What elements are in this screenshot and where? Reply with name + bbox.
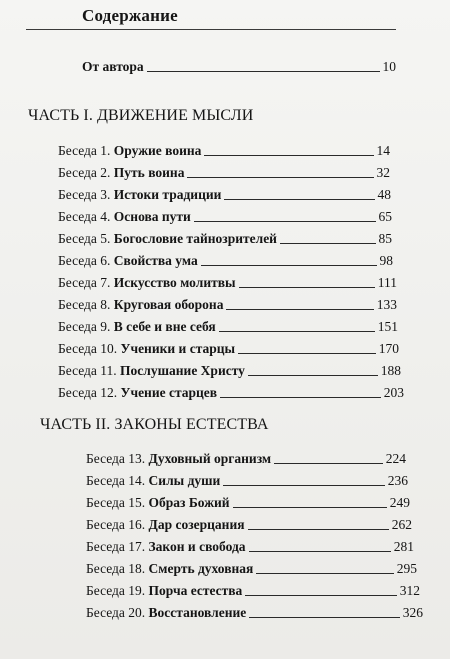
- toc-entry-label: Беседа 3. Истоки традиции: [58, 187, 222, 202]
- toc-entry[interactable]: [86, 603, 423, 621]
- dot-leader: [201, 265, 377, 266]
- toc-entry-label: Беседа 15. Образ Божий: [86, 495, 230, 510]
- part-heading: ЧАСТЬ I. ДВИЖЕНИЕ МЫСЛИ: [28, 107, 254, 124]
- dot-leader: [204, 155, 373, 156]
- toc-page-number: 85: [378, 231, 392, 246]
- toc-entry-label: Беседа 16. Дар созерцания: [86, 517, 245, 532]
- toc-entry-label: Беседа 8. Круговая оборона: [58, 297, 224, 312]
- toc-entry-label: Беседа 9. В себе и вне себя: [58, 319, 216, 334]
- dot-leader: [245, 595, 396, 596]
- toc-entry[interactable]: [58, 295, 397, 313]
- toc-entry[interactable]: [86, 471, 408, 489]
- dot-leader: [223, 485, 384, 486]
- toc-page-number: 98: [379, 253, 393, 268]
- toc-entry-label: Беседа 10. Ученики и старцы: [58, 341, 236, 356]
- dot-leader: [238, 353, 376, 354]
- toc-entry-label: Беседа 17. Закон и свобода: [86, 539, 246, 554]
- toc-page-number: 10: [382, 59, 396, 74]
- toc-entry[interactable]: [86, 515, 412, 533]
- dot-leader: [233, 507, 387, 508]
- toc-entry[interactable]: [58, 273, 397, 291]
- toc-entry[interactable]: [58, 141, 390, 159]
- dot-leader: [220, 397, 381, 398]
- dot-leader: [248, 529, 389, 530]
- part-heading: ЧАСТЬ II. ЗАКОНЫ ЕСТЕСТВА: [40, 416, 269, 433]
- toc-entry-label: Беседа 19. Порча естества: [86, 583, 243, 598]
- dot-leader: [249, 551, 391, 552]
- toc-entry[interactable]: [86, 537, 414, 555]
- toc-page-number: 236: [387, 473, 408, 488]
- dot-leader: [256, 573, 393, 574]
- toc-page-number: 224: [385, 451, 406, 466]
- dot-leader: [147, 71, 380, 72]
- toc-entry[interactable]: [86, 581, 420, 599]
- toc-entry-label: Беседа 1. Оружие воина: [58, 143, 202, 158]
- toc-entry[interactable]: [58, 339, 399, 357]
- toc-page-number: 312: [399, 583, 420, 598]
- toc-page-number: 188: [380, 363, 401, 378]
- toc-entry-label: Беседа 13. Духовный организм: [86, 451, 272, 466]
- dot-leader: [248, 375, 378, 376]
- toc-entry[interactable]: [58, 163, 390, 181]
- dot-leader: [226, 309, 373, 310]
- toc-entry-label: От автора: [82, 59, 144, 74]
- toc-entry-author-note[interactable]: [82, 57, 396, 75]
- toc-page-number: 65: [378, 209, 392, 224]
- toc-entry[interactable]: [58, 317, 398, 335]
- toc-entry-label: Беседа 2. Путь воина: [58, 165, 185, 180]
- dot-leader: [224, 199, 374, 200]
- toc-entry[interactable]: [86, 449, 406, 467]
- toc-page-number: 249: [389, 495, 410, 510]
- toc-entry-label: Беседа 7. Искусство молитвы: [58, 275, 236, 290]
- dot-leader: [249, 617, 399, 618]
- toc-entry-label: Беседа 18. Смерть духовная: [86, 561, 254, 576]
- dot-leader: [239, 287, 375, 288]
- dot-leader: [219, 331, 375, 332]
- toc-page-number: 295: [396, 561, 417, 576]
- toc-page-number: 170: [378, 341, 399, 356]
- toc-page-number: 281: [393, 539, 414, 554]
- toc-entry[interactable]: [58, 207, 392, 225]
- toc-entry-label: Беседа 11. Послушание Христу: [58, 363, 245, 378]
- toc-entry-label: Беседа 20. Восстановление: [86, 605, 247, 620]
- toc-entry-label: Беседа 4. Основа пути: [58, 209, 191, 224]
- toc-page-number: 326: [402, 605, 423, 620]
- toc-page-number: 14: [376, 143, 390, 158]
- dot-leader: [280, 243, 376, 244]
- dot-leader: [274, 463, 383, 464]
- toc-page-number: 262: [391, 517, 412, 532]
- header-rule: [26, 29, 396, 30]
- toc-entry-label: Беседа 5. Богословие тайнозрителей: [58, 231, 277, 246]
- dot-leader: [187, 177, 373, 178]
- toc-page-number: 133: [376, 297, 397, 312]
- toc-entry[interactable]: [58, 229, 392, 247]
- toc-page-number: 48: [377, 187, 391, 202]
- dot-leader: [194, 221, 376, 222]
- toc-entry[interactable]: [58, 185, 391, 203]
- toc-entry[interactable]: [58, 361, 401, 379]
- toc-entry[interactable]: [58, 383, 404, 401]
- toc-page-number: 111: [377, 275, 397, 290]
- toc-entry[interactable]: [86, 493, 410, 511]
- toc-entry-label: Беседа 12. Учение старцев: [58, 385, 218, 400]
- toc-entry[interactable]: [86, 559, 417, 577]
- toc-entry[interactable]: [58, 251, 393, 269]
- toc-entry-label: Беседа 6. Свойства ума: [58, 253, 198, 268]
- running-head: Содержание: [82, 6, 178, 25]
- toc-page-number: 32: [376, 165, 390, 180]
- toc-entry-label: Беседа 14. Силы души: [86, 473, 221, 488]
- toc-page-number: 151: [377, 319, 398, 334]
- toc-page-number: 203: [383, 385, 404, 400]
